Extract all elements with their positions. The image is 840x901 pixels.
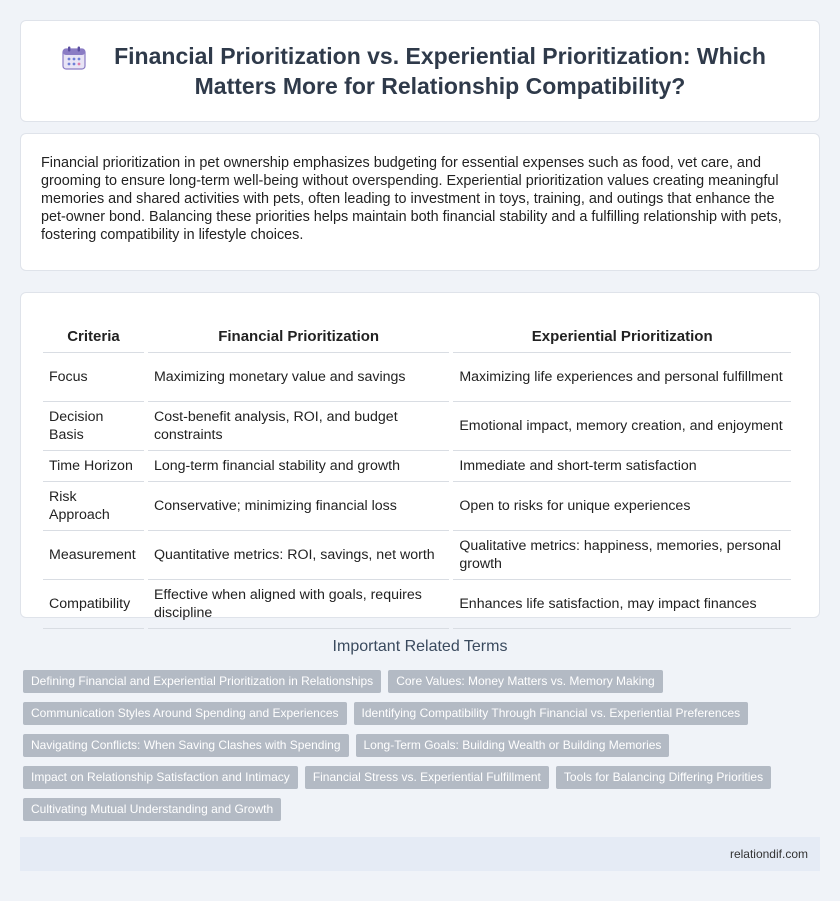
header-card — [20, 20, 820, 122]
table-cell: Emotional impact, memory creation, and enjoyment — [453, 402, 791, 451]
related-term-tag[interactable]: Communication Styles Around Spending and Experiences — [23, 702, 347, 725]
table-header-row — [43, 313, 791, 353]
table-cell: Conservative; minimizing financial loss — [148, 482, 449, 531]
table-cell: Focus — [43, 353, 144, 402]
page-title: Financial Prioritization vs. Experiential Prioritization: Which Matters More for Relationship Compatibility? — [114, 43, 766, 99]
table-cell: Long-term financial stability and growth — [148, 451, 449, 482]
calendar-icon — [61, 45, 87, 71]
table-cell: Measurement — [43, 531, 144, 580]
related-term-tag[interactable]: Navigating Conflicts: When Saving Clashes with Spending — [23, 734, 349, 757]
footer-site-link[interactable]: relationdif.com — [729, 847, 808, 861]
related-term-tag[interactable]: Cultivating Mutual Understanding and Growth — [23, 798, 281, 821]
column-header-experiential: Experiential Prioritization — [453, 313, 791, 353]
table-cell: Compatibility — [43, 580, 144, 629]
related-term-tag[interactable]: Identifying Compatibility Through Financial vs. Experiential Preferences — [354, 702, 749, 725]
table-cell: Effective when aligned with goals, requires discipline — [148, 580, 449, 629]
table-cell: Maximizing life experiences and personal fulfillment — [453, 353, 791, 402]
comparison-table-card — [20, 292, 820, 621]
table-cell: Enhances life satisfaction, may impact finances — [453, 580, 791, 629]
comparison-table — [39, 313, 795, 629]
table-cell: Open to risks for unique experiences — [453, 482, 791, 531]
table-cell: Decision Basis — [43, 402, 144, 451]
table-row — [43, 580, 791, 629]
column-header-criteria: Criteria — [43, 313, 144, 353]
table-cell: Quantitative metrics: ROI, savings, net worth — [148, 531, 449, 580]
related-term-tag[interactable]: Defining Financial and Experiential Prioritization in Relationships — [23, 670, 381, 693]
related-terms-tags — [23, 670, 813, 821]
related-terms-title: Important Related Terms — [332, 638, 508, 655]
table-cell: Cost-benefit analysis, ROI, and budget constraints — [148, 402, 449, 451]
intro-text: Financial prioritization in pet ownership emphasizes budgeting for essential expenses such as food, vet care, and grooming to ensure long-term well-being without overspending. Experiential prioritization values creating meaningful memories and shared activities with pets, often leading to investment in toys, training, and outings that enhance the pet-owner bond. Balancing these priorities helps maintain both financial stability and a fulfilling relationship with pets, fostering compatibility in lifestyle choices. — [41, 155, 782, 243]
related-term-tag[interactable]: Impact on Relationship Satisfaction and Intimacy — [23, 766, 298, 789]
intro-card — [20, 133, 820, 271]
related-term-tag[interactable]: Financial Stress vs. Experiential Fulfillment — [305, 766, 549, 789]
table-cell: Time Horizon — [43, 451, 144, 482]
table-cell: Immediate and short-term satisfaction — [453, 451, 791, 482]
table-cell: Maximizing monetary value and savings — [148, 353, 449, 402]
related-term-tag[interactable]: Tools for Balancing Differing Priorities — [556, 766, 771, 789]
table-row — [43, 451, 791, 482]
table-cell: Risk Approach — [43, 482, 144, 531]
table-row — [43, 353, 791, 402]
column-header-financial: Financial Prioritization — [148, 313, 449, 353]
table-cell: Qualitative metrics: happiness, memories, personal growth — [453, 531, 791, 580]
related-term-tag[interactable]: Long-Term Goals: Building Wealth or Building Memories — [356, 734, 670, 757]
footer — [20, 837, 820, 871]
table-row — [43, 531, 791, 580]
table-row — [43, 402, 791, 451]
table-row — [43, 482, 791, 531]
related-term-tag[interactable]: Core Values: Money Matters vs. Memory Making — [388, 670, 663, 693]
